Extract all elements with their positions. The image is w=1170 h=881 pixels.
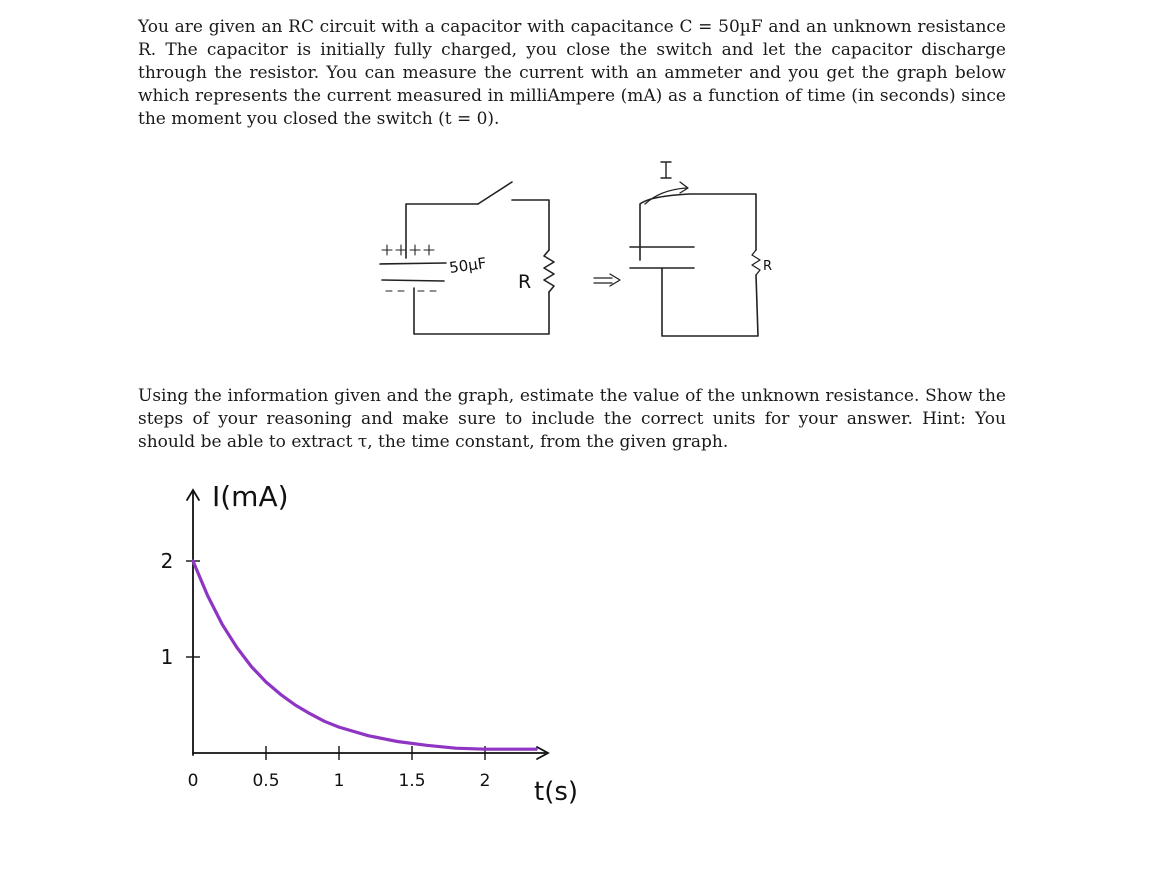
x-tick-label: 0 [187,771,199,791]
capacitance-label: 50µF [448,253,488,277]
resistor-label-right: R [763,259,773,274]
y-tick-label: 1 [160,645,174,669]
x-tick-label: 2 [479,771,491,791]
problem-question: Using the information given and the graph, estimate the value of the unknown resistance. Show the steps of your reasoning and make sure to include the correct units for your answer. Hint: You should be able to extract τ, the time constant, from the given graph. [138,386,1006,452]
x-axis-label: t(s) [534,777,579,807]
x-tick-label: 1 [333,771,345,791]
series-current-line [193,561,536,749]
resistor-label-left: R [518,271,532,293]
y-tick-label: 2 [160,549,174,573]
x-tick-label: 0.5 [252,771,280,791]
y-axis-label: I(mA) [212,480,289,513]
problem-intro: You are given an RC circuit with a capacitor with capacitance C = 50µF and an unknown resistance R. The capacitor is initially fully charged, you close the switch and let the capacitor discharge through the resistor. You can measure the current with an ammeter and you get the graph below which represents the current measured in milliAmpere (mA) as a function of time (in seconds) since the moment you closed the switch (t = 0). [138,17,1006,129]
x-tick-label: 1.5 [398,771,426,791]
